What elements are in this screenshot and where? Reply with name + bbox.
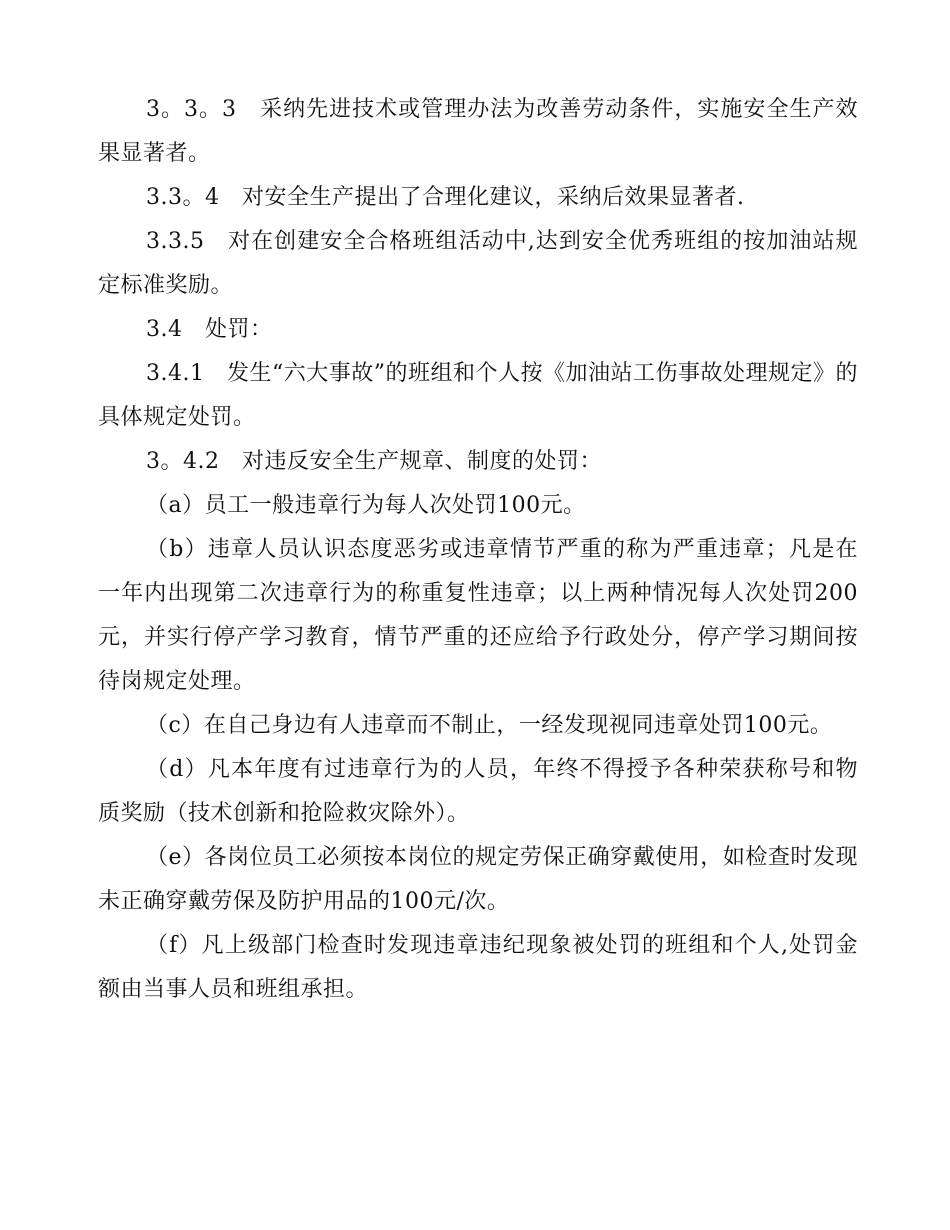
document-body [98,88,858,1012]
list-item-e: （e）各岗位员工必须按本岗位的规定劳保正确穿戴使用，如检查时发现未正确穿戴劳保及防护用品的100元/次。 [98,845,858,914]
list-item-a: （a）员工一般违章行为每人次处罚100元。 [146,493,586,518]
paragraph-3-3-3: 3。3。3 采纳先进技术或管理办法为改善劳动条件，实施安全生产效果显著者。 [98,97,858,166]
section-heading-3-4: 3.4 处罚： [146,317,273,342]
list-item-f: （f）凡上级部门检查时发现违章违纪现象被处罚的班组和个人,处罚金额由当事人员和班组承担。 [98,933,858,1002]
paragraph-3-4-2: 3。4.2 对违反安全生产规章、制度的处罚： [146,449,602,474]
list-item-c: （c）在自己身边有人违章而不制止，一经发现视同违章处罚100元。 [146,713,833,738]
paragraph-3-3-4: 3.3。4 对安全生产提出了合理化建议，采纳后效果显著者. [146,185,745,210]
list-item-b: （b）违章人员认识态度恶劣或违章情节严重的称为严重违章；凡是在一年内出现第二次违章行为的称重复性违章；以上两种情况每人次处罚200元，并实行停产学习教育，情节严重的还应给予行政处分，停产学习期间按待岗规定处理。 [98,537,858,694]
paragraph-3-3-5: 3.3.5 对在创建安全合格班组活动中,达到安全优秀班组的按加油站规定标准奖励。 [98,229,858,298]
paragraph-3-4-1: 3.4.1 发生“六大事故”的班组和个人按《加油站工伤事故处理规定》的具体规定处罚。 [98,361,858,430]
list-item-d: （d）凡本年度有过违章行为的人员，年终不得授予各种荣获称号和物质奖励（技术创新和抢险救灾除外）。 [98,757,858,826]
